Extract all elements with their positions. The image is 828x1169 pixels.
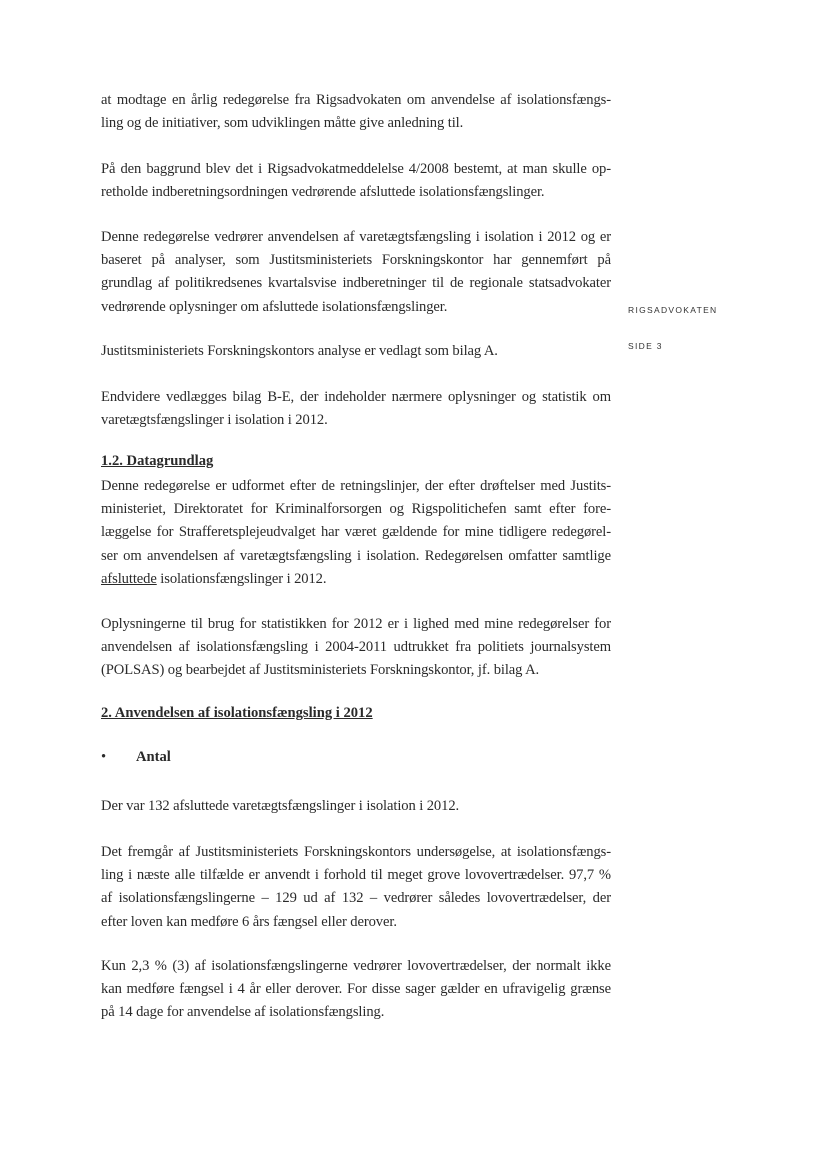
text-line: Endvidere vedlægges bilag B-E, der indeholder nærmere oplysninger og statistik om	[101, 389, 611, 405]
sidebar-page-number: SIDE 3	[628, 341, 663, 351]
text-line: ser om anvendelsen af varetægtsfængsling i isolation. Redegørelsen omfatter samtlige	[101, 547, 611, 564]
paragraph-bilag-b-e	[101, 386, 611, 432]
text-line: kan medføre fængsel i 4 år eller derover. For disse sager gælder en ufravigelig grænse	[101, 981, 611, 998]
underlined-word: afsluttede	[101, 570, 157, 587]
text-line: læggelse for Strafferetsplejeudvalget har været gældende for mine tidligere redegørel-	[101, 524, 611, 541]
text-line: retholde indberetningsordningen vedrørende afsluttede isolationsfængslinger.	[101, 184, 545, 201]
bullet-label: Antal	[136, 749, 171, 765]
text-line: at modtage en årlig redegørelse fra Rigsadvokaten om anvendelse af isolationsfængs-	[101, 92, 611, 108]
text-line: Denne redegørelse vedrører anvendelsen af varetægtsfængsling i isolation i 2012 og er	[101, 229, 611, 245]
text-line: anvendelsen af isolationsfængsling i 2004-2011 udtrukket fra politiets journalsystem	[101, 639, 611, 656]
paragraph-background	[101, 158, 611, 204]
paragraph-intro	[101, 89, 611, 135]
paragraph-findings	[101, 841, 611, 934]
text-line: Denne redegørelse er udformet efter de retningslinjer, der efter drøftelser med Justits-	[101, 478, 611, 494]
text-line: baseret på analyser, som Justitsministeriets Forskningskontor har gennemført på	[101, 252, 611, 269]
text-line: Justitsministeriets Forskningskontors analyse er vedlagt som bilag A.	[101, 343, 498, 359]
text-line: Kun 2,3 % (3) af isolationsfængslingerne vedrører lovovertrædelser, der normalt ikke	[101, 958, 611, 974]
text-line: Oplysningerne til brug for statistikken for 2012 er i lighed med mine redegørelser for	[101, 616, 611, 632]
paragraph-guidelines	[101, 475, 611, 591]
text-line: af isolationsfængslingerne – 129 ud af 132 – vedrører således lovovertrædelser, der	[101, 890, 611, 907]
text-line	[101, 568, 611, 591]
paragraph-data-source	[101, 613, 611, 683]
text-line: på 14 dage for anvendelse af isolationsfængsling.	[101, 1004, 385, 1021]
sidebar-org-name: RIGSADVOKATEN	[628, 305, 718, 315]
bullet-icon: •	[101, 749, 107, 765]
text-line: varetægtsfængslinger i isolation i 2012.	[101, 412, 328, 429]
text-line: vedrørende oplysninger om afsluttede isolationsfængslinger.	[101, 298, 448, 315]
paragraph-scope	[101, 226, 611, 319]
text-line: ministeriet, Direktoratet for Kriminalforsorgen og Rigspolitichefen samt efter fore-	[101, 501, 611, 518]
section-heading-datagrundlag: 1.2. Datagrundlag	[101, 453, 214, 469]
text-line: På den baggrund blev det i Rigsadvokatmeddelelse 4/2008 bestemt, at man skulle op-	[101, 161, 611, 177]
text-line: Det fremgår af Justitsministeriets Forskningskontors undersøgelse, at isolationsfængs-	[101, 844, 611, 860]
section-heading-anvendelsen: 2. Anvendelsen af isolationsfængsling i 2012	[101, 705, 373, 721]
text-line: grundlag af politikredsenes kvartalsvise indberetninger til de regionale statsadvokater	[101, 275, 611, 292]
text-line: Der var 132 afsluttede varetægtsfængslinger i isolation i 2012.	[101, 798, 460, 814]
text-fragment: isolationsfængslinger i 2012.	[156, 570, 327, 587]
paragraph-minor-offences	[101, 955, 611, 1025]
text-line: (POLSAS) og bearbejdet af Justitsministeriets Forskningskontor, jf. bilag A.	[101, 662, 540, 679]
text-line: ling og de initiativer, som udviklingen måtte give anledning til.	[101, 115, 464, 132]
bullet-item-antal	[101, 749, 171, 766]
text-line: ling i næste alle tilfælde er anvendt i forhold til meget grove lovovertrædelser. 97,7 %	[101, 867, 611, 884]
text-line: efter loven kan medføre 6 års fængsel eller derover.	[101, 913, 397, 930]
paragraph-bilag-a	[101, 340, 611, 363]
paragraph-count	[101, 795, 611, 818]
